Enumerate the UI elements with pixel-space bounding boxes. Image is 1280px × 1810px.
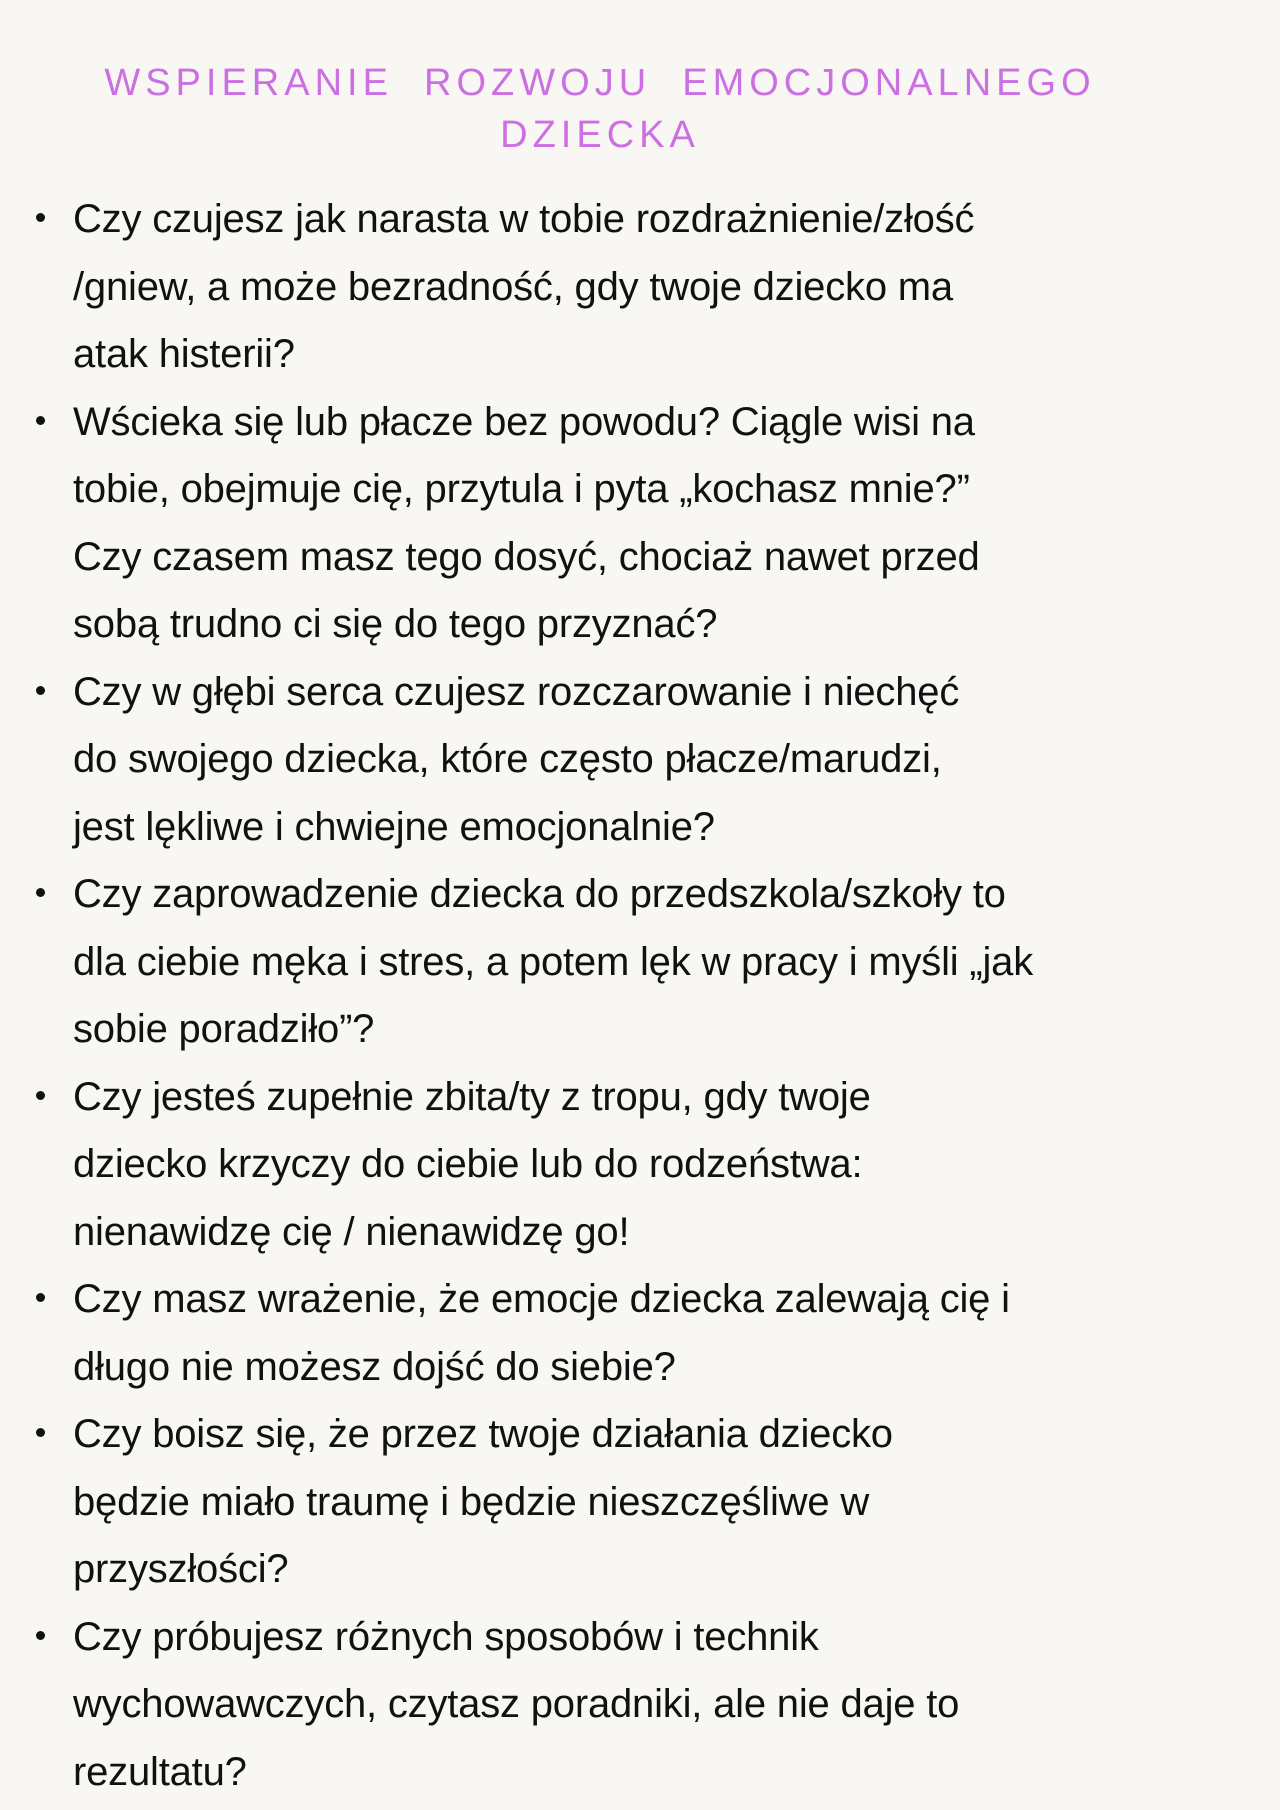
- list-item-text-line: długo nie możesz dojść do siebie?: [73, 1344, 676, 1389]
- list-item-text-line: będzie miało traumę i będzie nieszczęśliwe w: [73, 1479, 870, 1524]
- list-item-text-line: Czy próbujesz różnych sposobów i technik: [73, 1614, 819, 1659]
- list-item-text-line: /gniew, a może bezradność, gdy twoje dziecko ma: [73, 264, 953, 309]
- list-item-text-line: tobie, obejmuje cię, przytula i pyta „kochasz mnie?”: [73, 467, 970, 511]
- bullet-icon: [36, 1091, 45, 1100]
- list-item-text-line: dla ciebie męka i stres, a potem lęk w pracy i myśli „jak: [73, 939, 1034, 984]
- bullet-icon: [36, 1293, 45, 1302]
- bullet-icon: [36, 888, 45, 897]
- title-line: WSPIERANIE ROZWOJU EMOCJONALNEGO: [104, 62, 1096, 105]
- list-item-text-line: jest lękliwe i chwiejne emocjonalnie?: [73, 804, 715, 849]
- question-list: [73, 186, 1033, 1806]
- list-item-text-line: Czy boisz się, że przez twoje działania dziecko: [73, 1412, 893, 1456]
- list-item-text-line: atak histerii?: [73, 332, 295, 376]
- bullet-icon: [36, 1428, 45, 1437]
- list-item-text-line: Czy czujesz jak narasta w tobie rozdrażnienie/złość: [73, 197, 975, 241]
- list-item-text-line: rezultatu?: [73, 1749, 247, 1794]
- list-item: [73, 1604, 1033, 1807]
- list-item-text-line: Czy jesteś zupełnie zbita/ty z tropu, gdy twoje: [73, 1074, 871, 1119]
- list-item-text-line: wychowawczych, czytasz poradniki, ale nie daje to: [73, 1682, 960, 1726]
- list-item-text-line: Czy w głębi serca czujesz rozczarowanie i niechęć: [73, 669, 960, 714]
- list-item-text-line: Czy masz wrażenie, że emocje dziecka zalewają cię i: [73, 1277, 1010, 1321]
- list-item-text-line: sobą trudno ci się do tego przyznać?: [73, 602, 718, 646]
- bullet-icon: [36, 416, 45, 425]
- bullet-icon: [36, 686, 45, 695]
- list-item: [73, 186, 1033, 389]
- list-item: [73, 861, 1033, 1064]
- list-item: [73, 1266, 1033, 1401]
- bullet-icon: [36, 213, 45, 222]
- list-item-text-line: przyszłości?: [73, 1547, 289, 1591]
- list-item-text-line: Czy zaprowadzenie dziecka do przedszkola/szkoły to: [73, 872, 1006, 916]
- bullet-icon: [36, 1631, 45, 1640]
- list-item-text-line: do swojego dziecka, które często płacze/marudzi,: [73, 737, 942, 781]
- list-item: [73, 389, 1033, 659]
- list-item-text-line: sobie poradziło”?: [73, 1007, 375, 1051]
- list-item-text-line: Wścieka się lub płacze bez powodu? Ciągle wisi na: [73, 399, 975, 444]
- page-title: [0, 57, 1200, 161]
- list-item: [73, 1401, 1033, 1604]
- list-item: [73, 659, 1033, 862]
- title-line: DZIECKA: [500, 114, 700, 157]
- list-item-text-line: dziecko krzyczy do ciebie lub do rodzeństwa:: [73, 1142, 863, 1186]
- list-item: [73, 1064, 1033, 1267]
- list-item-text-line: Czy czasem masz tego dosyć, chociaż nawet przed: [73, 534, 980, 579]
- list-item-text-line: nienawidzę cię / nienawidzę go!: [73, 1209, 630, 1254]
